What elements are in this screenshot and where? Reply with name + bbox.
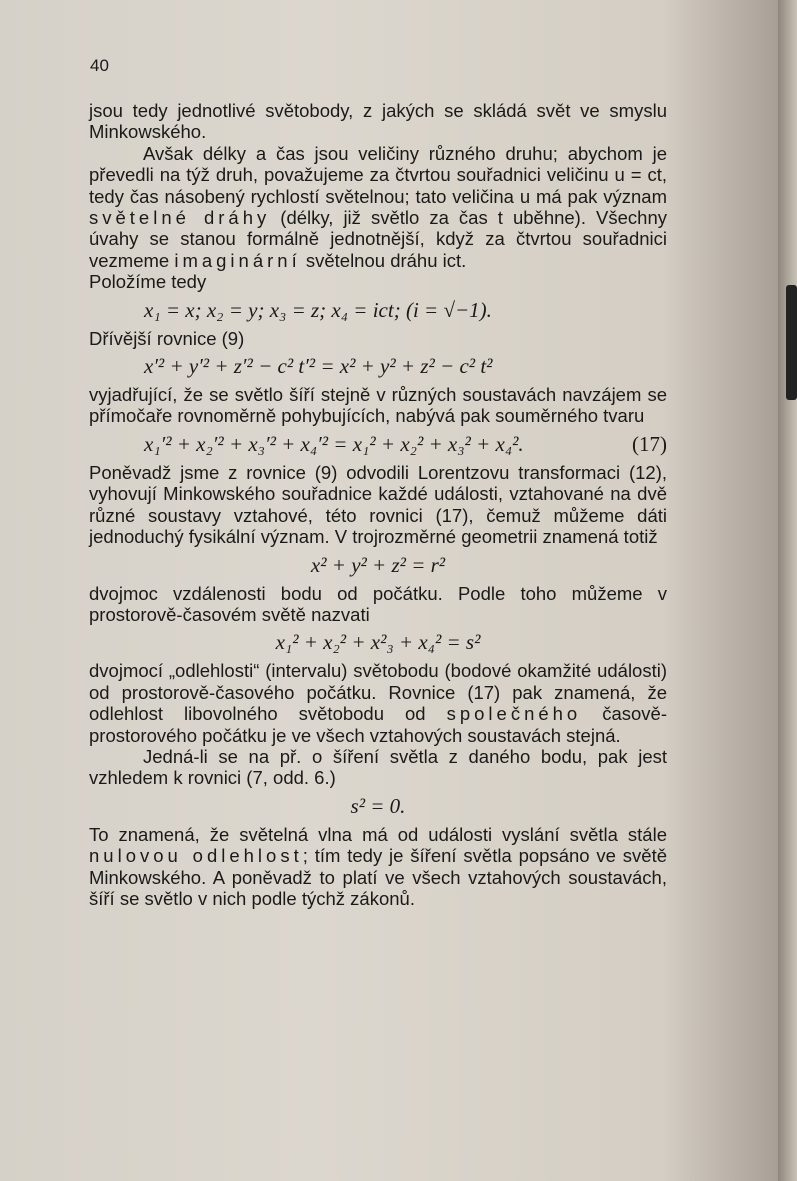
paragraph-3: Položíme tedy [89,271,207,293]
page-body [89,100,667,909]
spaced-term: nulovou odlehlost [89,845,303,867]
spaced-term: světelné dráhy [89,207,271,229]
paragraph-6: Poněvadž jsme z rovnice (9) odvodili Lorentzovu transformaci (12), vyhovují Minkowského souřadnice každé události, vztahované na dvě různé soustavy vztahové, této rovnici (17), čemuž můžeme dáti jednoduchý fysikální význam. V trojrozměrné geometrii znamená totiž [89,461,667,548]
spaced-term: imaginární [174,249,301,271]
paragraph-10: To znamená, že světelná vlna má od události vyslání světla stále nulovou odlehlost; tím tedy je šíření světla popsáno ve světě Minkowského. A poněvadž to platí ve všech vztahových soustavách, šíří se světlo v nich podle týchž zákonů. [89,823,668,909]
equation-number: (17) [632,431,667,456]
equation-radius: x² + y² + z² = r² [310,552,446,577]
page-edge-shadow [778,0,797,1181]
equation-zero-interval: s² = 0. [350,793,406,818]
equation-9: x′² + y′² + z′² − c² t′² = x² + y² + z² − c² t² [144,354,493,379]
paragraph-8: dvojmocí „odlehlosti“ (intervalu) světobodu (bodové okamžité události) od prostorově-časového počátku. Rovnice (17) pak znamená, že odlehlost libovolného světobodu od společného časově-prostorového počátku je ve všech vztahových soustavách stejná. [89,660,668,746]
paragraph-4: Dřívější rovnice (9) [89,327,245,349]
page-number: 40 [90,56,109,75]
paragraph-5: vyjadřující, že se světlo šíří stejně v různých soustavách navzájem se přímočaře rovnoměrně pohybujících, nabývá pak souměrného tvaru [89,384,667,427]
equation-coordinates: x₁ = x; x₂ = y; x₃ = z; x₄ = ict; (i = √−1). [144,297,492,322]
equation-interval: x₁² + x₂² + x²₃ + x₄² = s² [275,630,481,655]
paragraph-9: Jedná-li se na př. o šíření světla z daného bodu, pak jest vzhledem k rovnici (7, odd. 6.) [89,745,667,789]
equation-17: x₁′² + x₂′² + x₃′² + x₄′² = x₁² + x₂² + x₃² + x₄². (17) [89,430,667,459]
paragraph-7: dvojmoc vzdálenosti bodu od počátku. Podle toho můžeme v prostorově-časovém světě nazvati [89,582,667,625]
spaced-term: společného [446,703,582,725]
paragraph-2: Avšak délky a čas jsou veličiny různého druhu; abychom je převedli na týž druh, považujeme za čtvrtou souřadnici veličinu u = ct, tedy čas násobený rychlostí světelnou; tato veličina u má pak význam světelné dráhy (délky, již světlo za čas t uběhne). Všechny úvahy se stanou formálně jednotnější, když za čtvrtou souřadnici vezmeme imaginární světelnou dráhu ict. [89,142,667,271]
paragraph-1: jsou tedy jednotlivé světobody, z jakých se skládá svět ve smyslu Minkowského. [89,100,667,143]
book-tab-marker [786,285,797,400]
